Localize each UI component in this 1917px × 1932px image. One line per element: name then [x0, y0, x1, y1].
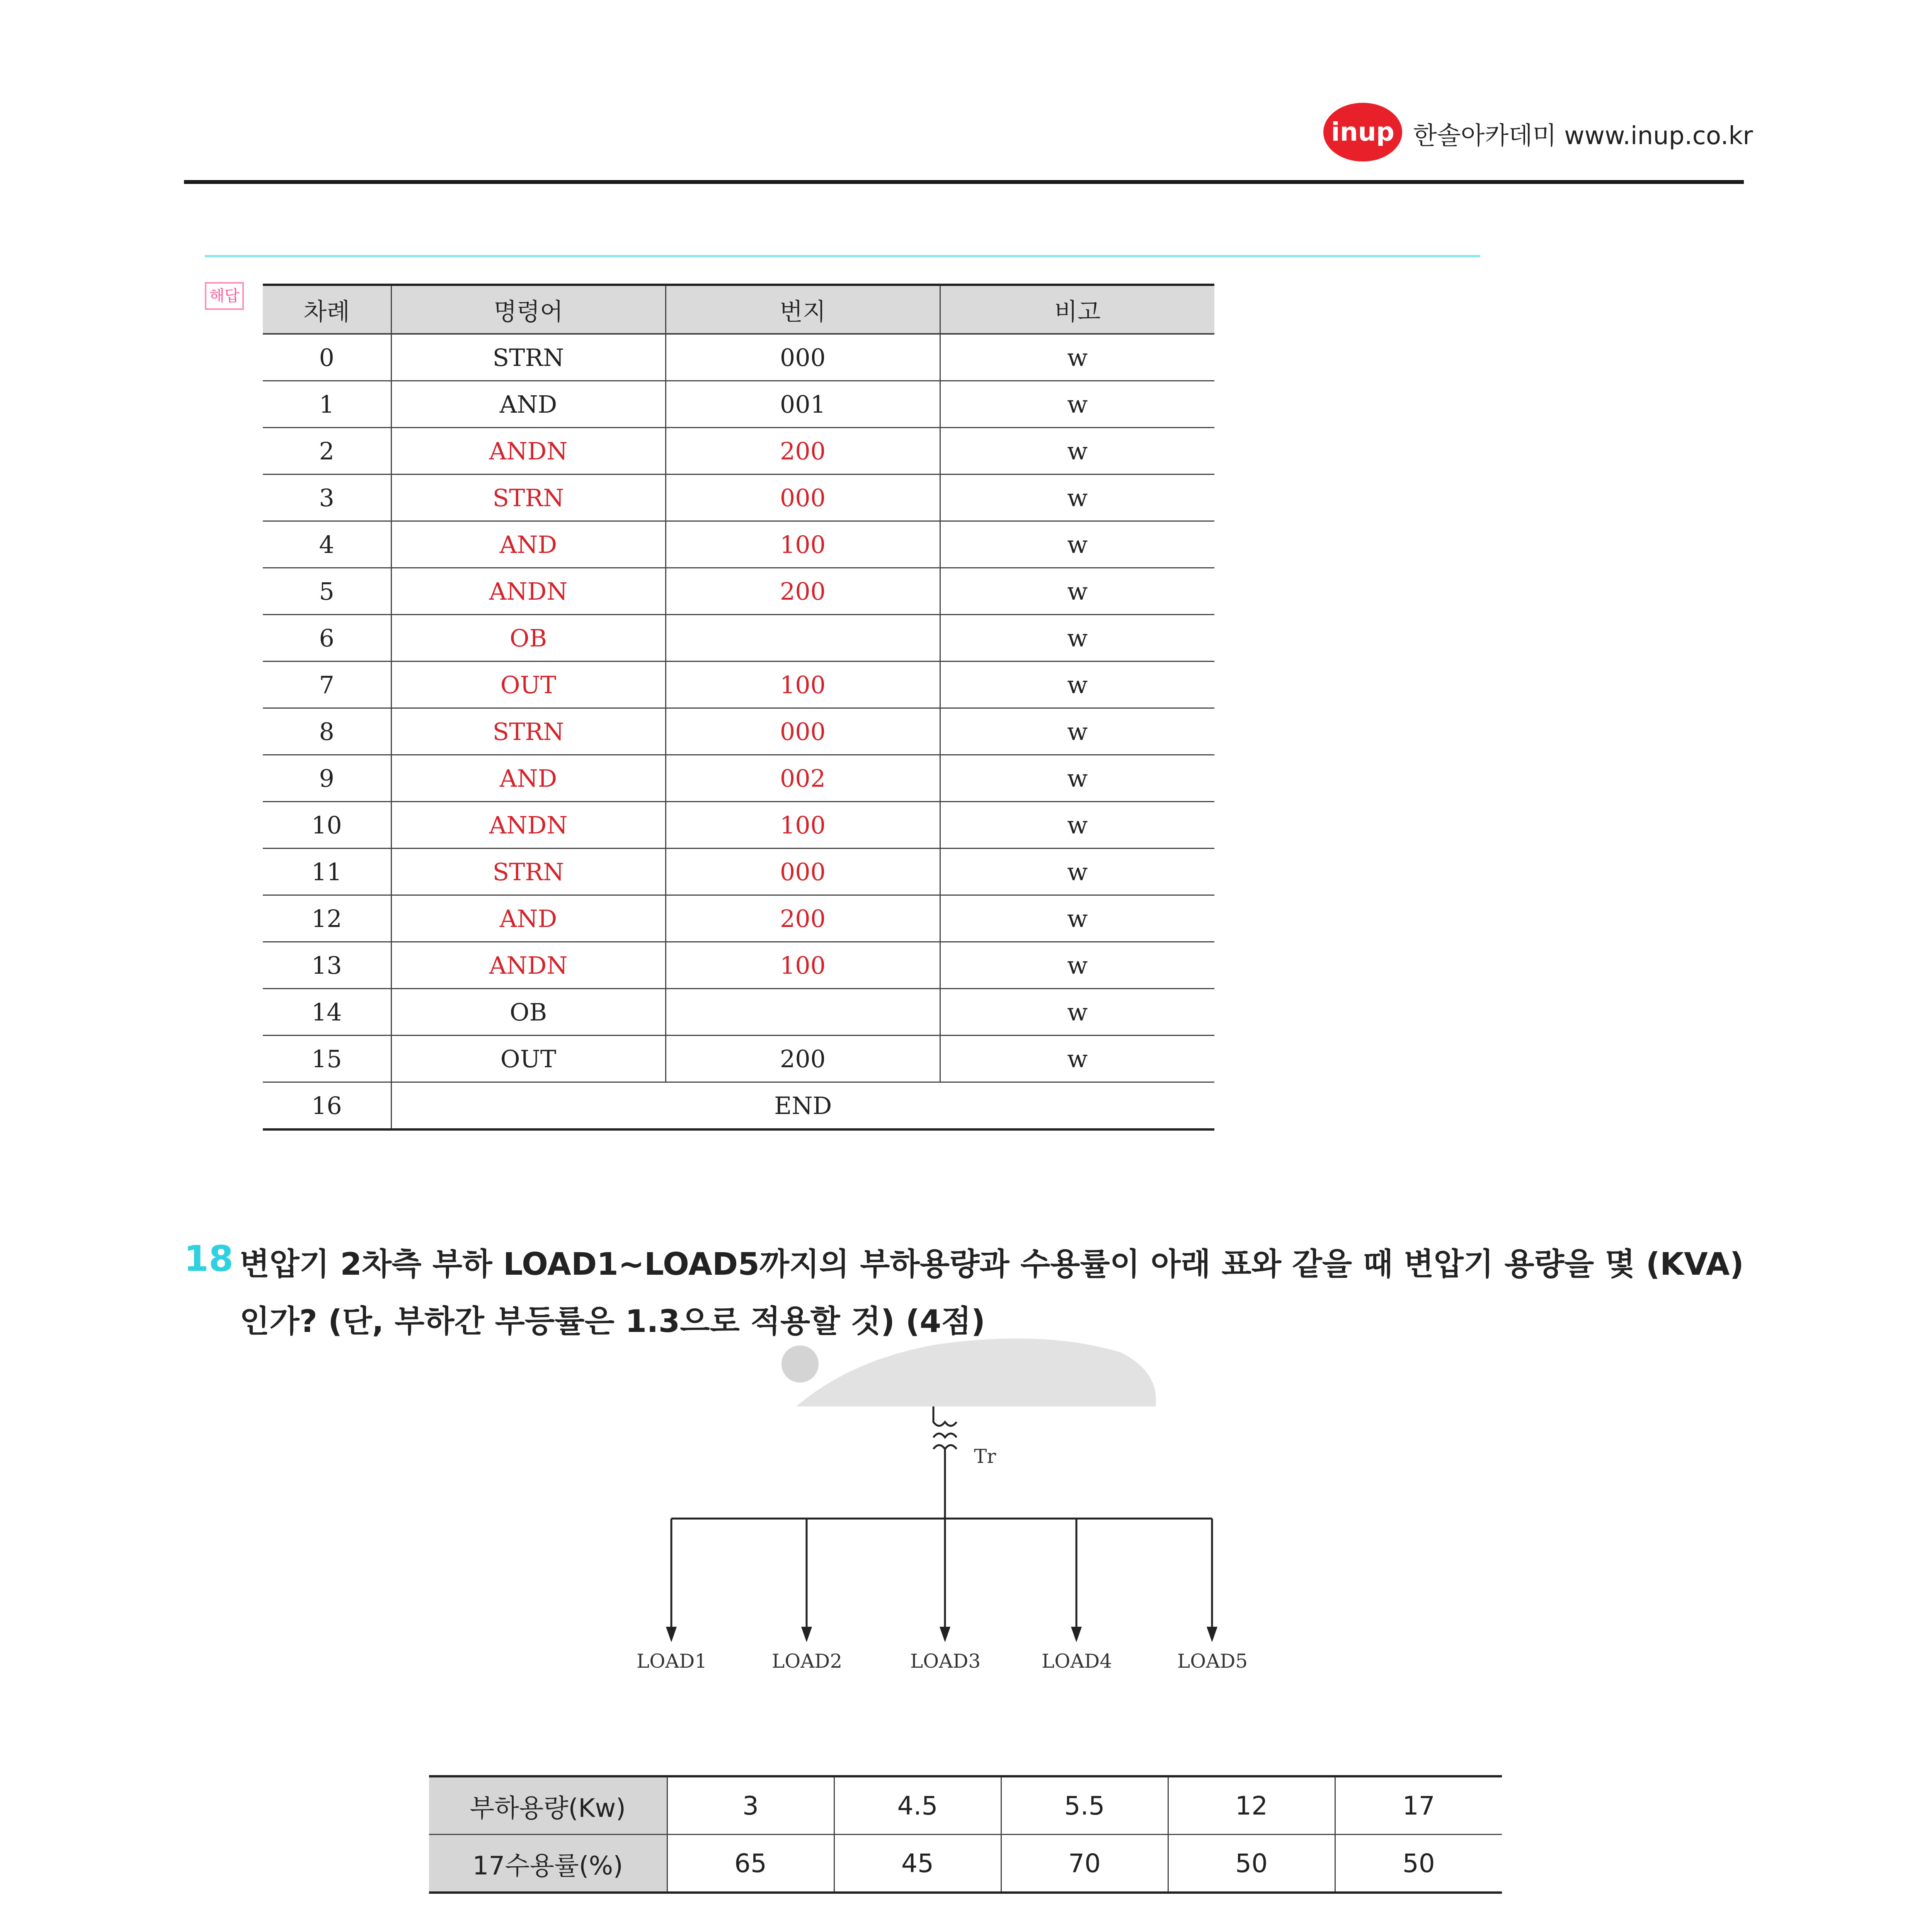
- table-row: [263, 428, 1214, 474]
- table-row: [263, 942, 1214, 989]
- end-cell: END: [391, 1082, 1214, 1130]
- svg-text:inup: inup: [1331, 117, 1394, 147]
- note-cell: w: [940, 755, 1214, 802]
- demand-factor-cell: 50: [1168, 1835, 1335, 1893]
- demand-factor-cell: 65: [667, 1835, 834, 1893]
- note-cell: w: [940, 662, 1214, 708]
- brand-text: 한솔아카데미 www.inup.co.kr: [1413, 122, 1753, 150]
- note-cell: w: [940, 942, 1214, 989]
- table-row: [263, 662, 1214, 708]
- header-command: 명령어: [391, 285, 666, 334]
- table-row: [263, 849, 1214, 895]
- plc-table-header-row: [263, 285, 1214, 334]
- step-cell: 15: [263, 1036, 391, 1082]
- load-label: LOAD2: [772, 1650, 843, 1672]
- table-row: [263, 521, 1214, 568]
- inup-logo: [1323, 101, 1403, 163]
- note-cell: w: [940, 989, 1214, 1036]
- note-cell: w: [940, 474, 1214, 521]
- arrow-head-icon: [940, 1627, 950, 1642]
- command-cell: ANDN: [391, 568, 666, 615]
- note-cell: w: [940, 521, 1214, 568]
- command-cell: STRN: [391, 708, 666, 755]
- address-cell: 100: [666, 802, 940, 849]
- demand-factor-cell: 50: [1335, 1835, 1502, 1893]
- step-cell: 8: [263, 708, 391, 755]
- step-cell: 6: [263, 615, 391, 662]
- address-cell: 200: [666, 428, 940, 474]
- step-cell: 12: [263, 895, 391, 942]
- arrow-head-icon: [1071, 1627, 1082, 1642]
- load-capacity-cell: 4.5: [834, 1776, 1001, 1835]
- load-label: LOAD1: [637, 1650, 707, 1672]
- note-cell: w: [940, 849, 1214, 895]
- note-cell: w: [940, 615, 1214, 662]
- command-cell: AND: [391, 755, 666, 802]
- address-cell: 000: [666, 708, 940, 755]
- table-row: [263, 708, 1214, 755]
- command-cell: AND: [391, 381, 666, 428]
- note-cell: w: [940, 568, 1214, 615]
- command-cell: OUT: [391, 1036, 666, 1082]
- note-cell: w: [940, 334, 1214, 381]
- table-row: [263, 381, 1214, 428]
- step-cell: 16: [263, 1082, 391, 1130]
- plc-instruction-table: [263, 284, 1214, 1131]
- table-row: [263, 755, 1214, 802]
- note-cell: w: [940, 708, 1214, 755]
- demand-factor-cell: 45: [834, 1835, 1001, 1893]
- step-cell: 13: [263, 942, 391, 989]
- table-row: [263, 474, 1214, 521]
- step-cell: 11: [263, 849, 391, 895]
- step-cell: 9: [263, 755, 391, 802]
- address-cell: 200: [666, 568, 940, 615]
- step-cell: 3: [263, 474, 391, 521]
- load-capacity-cell: 3: [667, 1776, 834, 1835]
- command-cell: OUT: [391, 662, 666, 708]
- address-cell: 002: [666, 755, 940, 802]
- address-cell: 200: [666, 1036, 940, 1082]
- question-text: 변압기 2차측 부하 LOAD1∼LOAD5까지의 부하용량과 수용률이 아래 표와 같을 때 변압기 용량을 몇 (KVA)인가? (단, 부하간 부등률은 1.3으로 적용할 것) (4점): [240, 1246, 1744, 1339]
- command-cell: AND: [391, 895, 666, 942]
- step-cell: 14: [263, 989, 391, 1036]
- arrow-head-icon: [801, 1627, 812, 1642]
- command-cell: OB: [391, 615, 666, 662]
- table-row: [263, 895, 1214, 942]
- command-cell: ANDN: [391, 802, 666, 849]
- address-cell: 000: [666, 474, 940, 521]
- arrow-head-icon: [666, 1627, 677, 1642]
- step-cell: 5: [263, 568, 391, 615]
- note-cell: w: [940, 1036, 1214, 1082]
- header-step: 차례: [263, 285, 391, 334]
- load-capacity-cell: 5.5: [1001, 1776, 1168, 1835]
- table-row: [263, 568, 1214, 615]
- address-cell: 000: [666, 334, 940, 381]
- load-capacity-row: [429, 1776, 1502, 1835]
- demand-factor-row: [429, 1835, 1502, 1893]
- load-capacity-header: 부하용량(Kw): [429, 1776, 667, 1835]
- load-capacity-cell: 17: [1335, 1776, 1502, 1835]
- solution-tag: 해답: [205, 282, 244, 310]
- table-row: [263, 334, 1214, 381]
- command-cell: STRN: [391, 474, 666, 521]
- table-row: [263, 1036, 1214, 1082]
- address-cell: 200: [666, 895, 940, 942]
- address-cell: 100: [666, 942, 940, 989]
- arrow-head-icon: [1207, 1627, 1217, 1642]
- step-cell: 4: [263, 521, 391, 568]
- load-label: LOAD3: [910, 1650, 981, 1672]
- command-cell: AND: [391, 521, 666, 568]
- demand-factor-header: 17수용률(%): [429, 1835, 667, 1893]
- demand-factor-cell: 70: [1001, 1835, 1168, 1893]
- header-rule: [184, 180, 1744, 184]
- note-cell: w: [940, 802, 1214, 849]
- step-cell: 0: [263, 334, 391, 381]
- table-row: [263, 802, 1214, 849]
- note-cell: w: [940, 381, 1214, 428]
- address-cell: 100: [666, 662, 940, 708]
- load-data-table: [429, 1775, 1502, 1894]
- command-cell: OB: [391, 989, 666, 1036]
- transformer-label: Tr: [974, 1445, 996, 1468]
- header-note: 비고: [940, 285, 1214, 334]
- transformer-diagram: [618, 1406, 1314, 1677]
- command-cell: ANDN: [391, 942, 666, 989]
- section-divider: [205, 255, 1480, 257]
- table-row: [263, 989, 1214, 1036]
- question-number: 18: [184, 1238, 234, 1279]
- table-row: [263, 615, 1214, 662]
- table-row: [263, 1082, 1214, 1130]
- load-capacity-cell: 12: [1168, 1776, 1335, 1835]
- note-cell: w: [940, 428, 1214, 474]
- note-cell: w: [940, 895, 1214, 942]
- address-cell: 001: [666, 381, 940, 428]
- step-cell: 1: [263, 381, 391, 428]
- step-cell: 7: [263, 662, 391, 708]
- command-cell: STRN: [391, 849, 666, 895]
- step-cell: 2: [263, 428, 391, 474]
- command-cell: STRN: [391, 334, 666, 381]
- load-label: LOAD4: [1042, 1650, 1112, 1672]
- address-cell: [666, 615, 940, 662]
- load-label: LOAD5: [1177, 1650, 1248, 1672]
- command-cell: ANDN: [391, 428, 666, 474]
- header-address: 번지: [666, 285, 940, 334]
- address-cell: 000: [666, 849, 940, 895]
- step-cell: 10: [263, 802, 391, 849]
- address-cell: [666, 989, 940, 1036]
- address-cell: 100: [666, 521, 940, 568]
